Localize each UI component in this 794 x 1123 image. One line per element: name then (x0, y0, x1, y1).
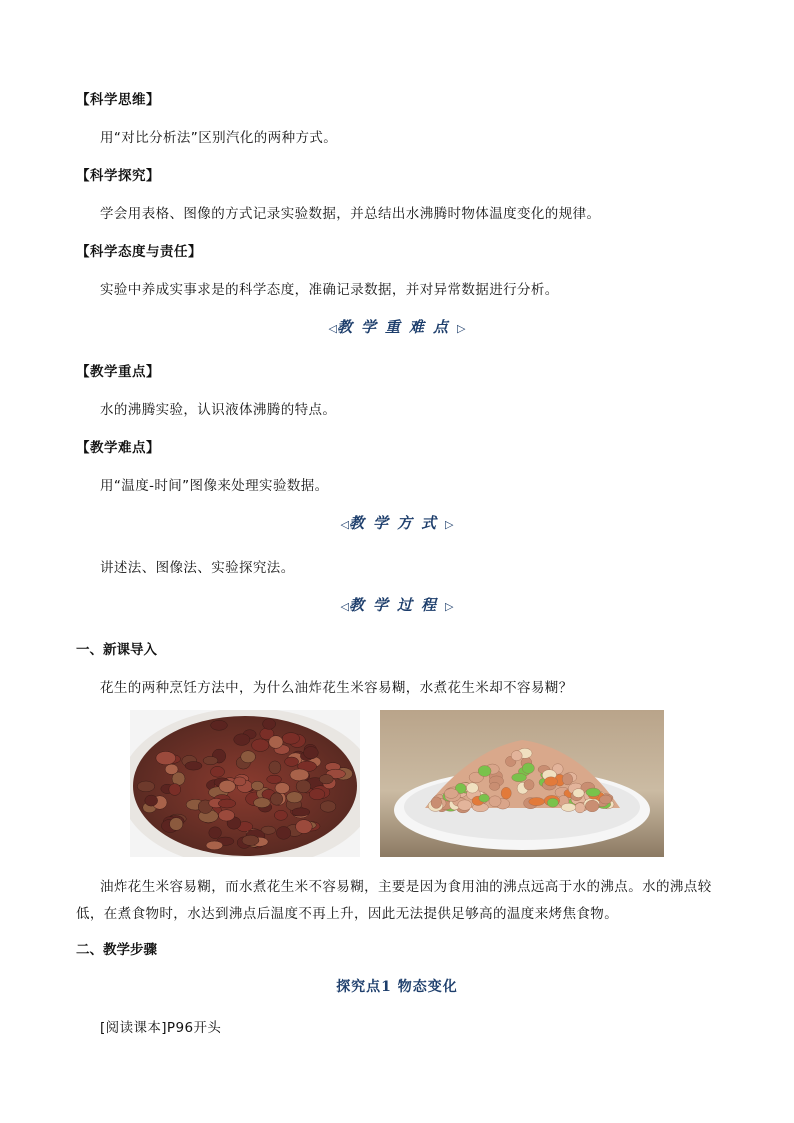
triangle-right-icon: ▷ (457, 322, 466, 335)
fried-peanuts-image (130, 710, 360, 857)
explanation-text: 油炸花生米容易糊，而水煮花生米不容易糊，主要是因为食用油的沸点远高于水的沸点。水的沸点较低，在煮食物时，水达到沸点后温度不再上升，因此无法提供足够高的温度来烤焦食物。 (76, 879, 712, 922)
explore-label: 【科学探究】 (76, 168, 160, 184)
triangle-right-icon: ▷ (445, 600, 454, 613)
explore-point-title: 探究点1 物态变化 (336, 979, 458, 995)
triangle-left-icon: ◁ (340, 600, 349, 613)
difficult-text: 用“温度-时间”图像来处理实验数据。 (100, 478, 329, 494)
key-label: 【教学重点】 (76, 364, 160, 380)
fried-peanuts-photo (130, 710, 360, 857)
section-title-process (0, 594, 794, 615)
intro-question: 花生的两种烹饪方法中，为什么油炸花生米容易糊，水煮花生米却不容易糊？ (100, 680, 573, 696)
boiled-peanuts-salad-photo (380, 710, 664, 857)
reading-text: [阅读课本]P96开头 (100, 1020, 222, 1036)
section-title-text: 教学重难点 (336, 318, 457, 336)
attitude-text: 实验中养成实事求是的科学态度，准确记录数据，并对异常数据进行分析。 (100, 282, 559, 298)
key-text: 水的沸腾实验，认识液体沸腾的特点。 (100, 402, 337, 418)
boiled-peanuts-salad-image (380, 710, 664, 857)
triangle-left-icon: ◁ (328, 322, 337, 335)
methods-text: 讲述法、图像法、实验探究法。 (100, 560, 295, 576)
thinking-text: 用“对比分析法”区别汽化的两种方式。 (100, 130, 338, 146)
difficult-label: 【教学难点】 (76, 440, 160, 456)
triangle-left-icon: ◁ (340, 518, 349, 531)
attitude-label: 【科学态度与责任】 (76, 244, 202, 260)
section-title-methods (0, 512, 794, 533)
explore-text: 学会用表格、图像的方式记录实验数据，并总结出水沸腾时物体温度变化的规律。 (100, 206, 601, 222)
section-title-text: 教学方式 (348, 514, 445, 532)
thinking-label: 【科学思维】 (76, 92, 160, 108)
steps-heading: 二、教学步骤 (76, 942, 157, 958)
section-title-text: 教学过程 (348, 596, 445, 614)
intro-heading: 一、新课导入 (76, 642, 157, 658)
section-title-key-difficult (0, 316, 794, 337)
triangle-right-icon: ▷ (445, 518, 454, 531)
